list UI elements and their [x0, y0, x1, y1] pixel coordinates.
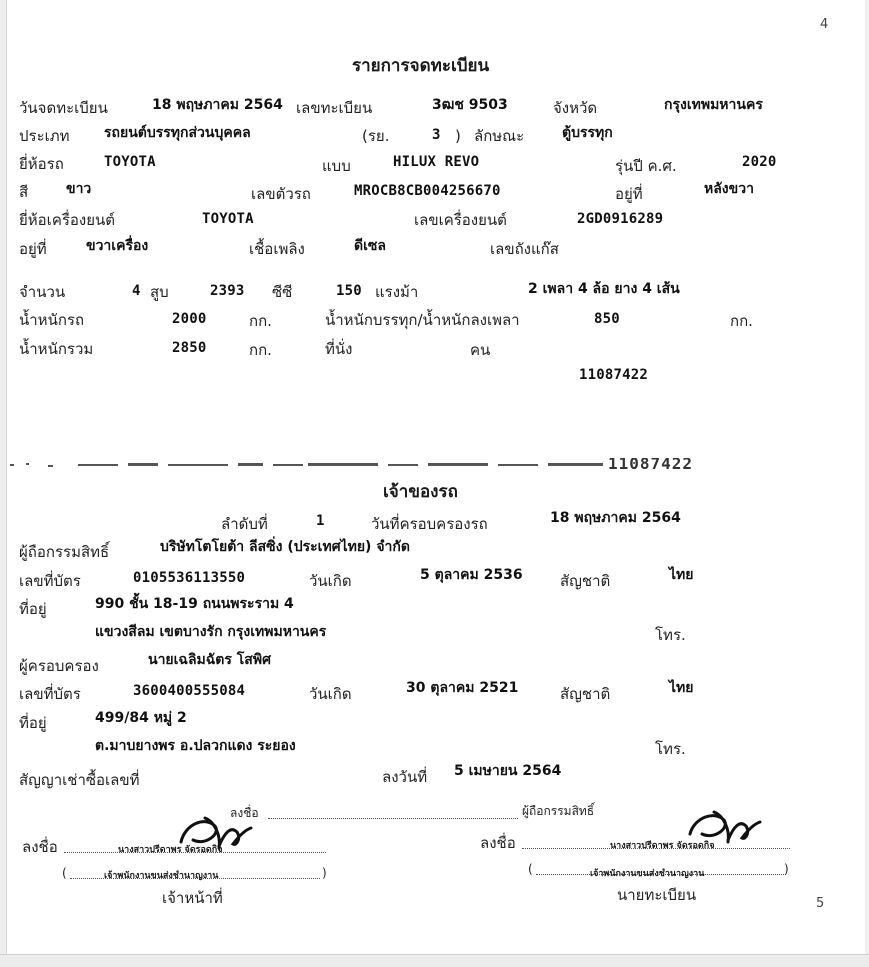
registration-title: รายการจดทะเบียน — [352, 56, 490, 76]
cylinders-value: 4 — [132, 283, 141, 299]
type-code-close: ) — [455, 127, 461, 145]
order-label: ลำดับที่ — [221, 515, 268, 533]
model-label: แบบ — [322, 157, 351, 175]
body-value: ตู้บรรทุก — [562, 125, 613, 141]
weight-label: น้ำหนักรถ — [19, 311, 85, 329]
holder-value: บริษัทโตโยต้า ลีสซิ่ง (ประเทศไทย) จำกัด — [160, 539, 410, 555]
holder-nationality-label: สัญชาติ — [560, 572, 611, 590]
brand-label: ยี่ห้อรถ — [19, 155, 64, 173]
holder-birth-label: วันเกิด — [309, 572, 352, 590]
load-unit: กก. — [730, 312, 753, 330]
chassis-location-value: หลังขวา — [704, 181, 754, 197]
engine-location-label: อยู่ที่ — [19, 240, 47, 258]
right-paren-open: ( — [528, 862, 533, 876]
holder-sign-suffix: ผู้ถือกรรมสิทธิ์ — [522, 804, 595, 818]
gross-weight-label: น้ำหนักรวม — [19, 340, 94, 358]
possessor-nationality-label: สัญชาติ — [560, 685, 611, 703]
page-edge-left — [0, 0, 7, 967]
engine-location-value: ขวาเครื่อง — [86, 238, 149, 254]
cc-value: 2393 — [210, 283, 245, 299]
province-label: จังหวัด — [553, 99, 598, 117]
left-paren-open: ( — [62, 866, 67, 880]
color-label: สี — [19, 183, 29, 201]
gross-weight-unit: กก. — [249, 341, 272, 359]
left-officer-position: เจ้าพนักงานขนส่งชำนาญงาน — [104, 871, 219, 881]
chassis-label: เลขตัวรถ — [251, 185, 311, 203]
possession-date-value: 18 พฤษภาคม 2564 — [550, 510, 681, 526]
holder-phone-label: โทร. — [655, 626, 686, 644]
possessor-birth-value: 30 ตุลาคม 2521 — [406, 680, 519, 696]
weight-unit: กก. — [249, 312, 272, 330]
body-label: ลักษณะ — [474, 127, 525, 145]
holder-address-line2: แขวงสีลม เขตบางรัก กรุงเทพมหานคร — [95, 624, 327, 640]
registration-date-value: 18 พฤษภาคม 2564 — [152, 97, 283, 113]
load-value: 850 — [594, 311, 620, 327]
right-sign-label: ลงชื่อ — [480, 834, 516, 852]
possession-date-label: วันที่ครอบครองรถ — [371, 515, 488, 533]
holder-address-line1: 990 ชั้น 18-19 ถนนพระราม 4 — [95, 596, 294, 612]
left-role: เจ้าหน้าที่ — [162, 889, 223, 907]
right-paren-close: ) — [784, 862, 789, 876]
page-edge-right — [865, 0, 869, 967]
left-sign-label: ลงชื่อ — [22, 838, 58, 856]
chassis-value: MROCB8CB004256670 — [354, 183, 501, 199]
holder-id-value: 0105536113550 — [133, 570, 246, 586]
chassis-location-label: อยู่ที่ — [615, 185, 643, 203]
holder-label: ผู้ถือกรรมสิทธิ์ — [19, 543, 110, 561]
holder-id-label: เลขที่บัตร — [19, 572, 81, 590]
type-code-label: (รย. — [362, 127, 390, 145]
province-value: กรุงเทพมหานคร — [664, 97, 763, 113]
horsepower-unit: แรงม้า — [375, 283, 419, 301]
gas-tank-label: เลขถังแก๊ส — [490, 240, 559, 258]
fuel-label: เชื้อเพลิง — [249, 240, 305, 258]
center-sign-label: ลงชื่อ — [230, 806, 259, 820]
holder-address-label: ที่อยู่ — [19, 600, 47, 618]
order-value: 1 — [316, 513, 325, 529]
type-code-value: 3 — [432, 127, 441, 143]
possessor-id-label: เลขที่บัตร — [19, 685, 81, 703]
possessor-value: นายเฉลิมฉัตร โสพิศ — [148, 652, 271, 668]
possessor-address-label: ที่อยู่ — [19, 714, 47, 732]
possessor-address-line2: ต.มาบยางพร อ.ปลวกแดง ระยอง — [95, 738, 296, 754]
type-value: รถยนต์บรรทุกส่วนบุคคล — [104, 125, 251, 141]
cylinders-unit: สูบ — [150, 283, 169, 301]
possessor-nationality-value: ไทย — [669, 680, 694, 696]
brand-value: TOYOTA — [104, 154, 156, 170]
scan-noise-line — [8, 458, 778, 472]
right-officer-name: นางสาวปรีดาพร จัดรอดกิจ — [610, 841, 715, 851]
right-role: นายทะเบียน — [617, 886, 697, 904]
weight-value: 2000 — [172, 311, 207, 327]
color-value: ขาว — [66, 181, 92, 197]
possessor-label: ผู้ครอบครอง — [19, 657, 99, 675]
horsepower-value: 150 — [336, 283, 362, 299]
model-value: HILUX REVO — [393, 154, 480, 170]
engine-brand-label: ยี่ห้อเครื่องยนต์ — [19, 211, 116, 229]
load-label: น้ำหนักบรรทุก/น้ำหนักลงเพลา — [325, 311, 520, 329]
possessor-phone-label: โทร. — [655, 740, 686, 758]
left-officer-name: นางสาวปรีดาพร จัดรอดกิจ — [118, 845, 223, 855]
year-label: รุ่นปี ค.ศ. — [615, 157, 677, 175]
possessor-address-line1: 499/84 หมู่ 2 — [95, 710, 187, 726]
right-officer-position: เจ้าพนักงานขนส่งชำนาญงาน — [590, 869, 705, 879]
engine-number-label: เลขเครื่องยนต์ — [414, 211, 507, 229]
registration-date-label: วันจดทะเบียน — [19, 99, 108, 117]
holder-birth-value: 5 ตุลาคม 2536 — [420, 567, 523, 583]
scan-noise-marks — [8, 458, 608, 472]
fuel-value: ดีเซล — [354, 238, 386, 254]
plate-value: 3ฒช 9503 — [432, 97, 508, 113]
type-label: ประเภท — [19, 127, 70, 145]
page-number-top: 4 — [820, 17, 829, 32]
engine-brand-value: TOYOTA — [202, 211, 254, 227]
contract-label: สัญญาเช่าซื้อเลขที่ — [19, 771, 140, 789]
engine-number-value: 2GD0916289 — [577, 211, 664, 227]
axles-text: 2 เพลา 4 ล้อ ยาง 4 เส้น — [528, 281, 680, 297]
cc-unit: ซีซี — [272, 283, 293, 301]
gross-weight-value: 2850 — [172, 340, 207, 356]
page-number-bottom: 5 — [816, 896, 825, 911]
possessor-birth-label: วันเกิด — [309, 685, 352, 703]
count-label: จำนวน — [19, 283, 66, 301]
seats-label: ที่นั่ง — [325, 340, 353, 358]
holder-nationality-value: ไทย — [669, 567, 694, 583]
signed-date-value: 5 เมษายน 2564 — [454, 763, 562, 779]
serial-number: 11087422 — [579, 367, 649, 383]
page-bottom-edge — [0, 954, 869, 967]
year-value: 2020 — [742, 154, 777, 170]
owner-title: เจ้าของรถ — [383, 482, 458, 502]
plate-label: เลขทะเบียน — [296, 99, 373, 117]
scan-noise-serial: 11087422 — [608, 458, 694, 472]
signed-date-label: ลงวันที่ — [382, 768, 428, 786]
center-sign-line — [268, 818, 518, 819]
possessor-id-value: 3600400555084 — [133, 683, 246, 699]
left-paren-close: ) — [322, 866, 327, 880]
seats-unit: คน — [470, 341, 491, 359]
